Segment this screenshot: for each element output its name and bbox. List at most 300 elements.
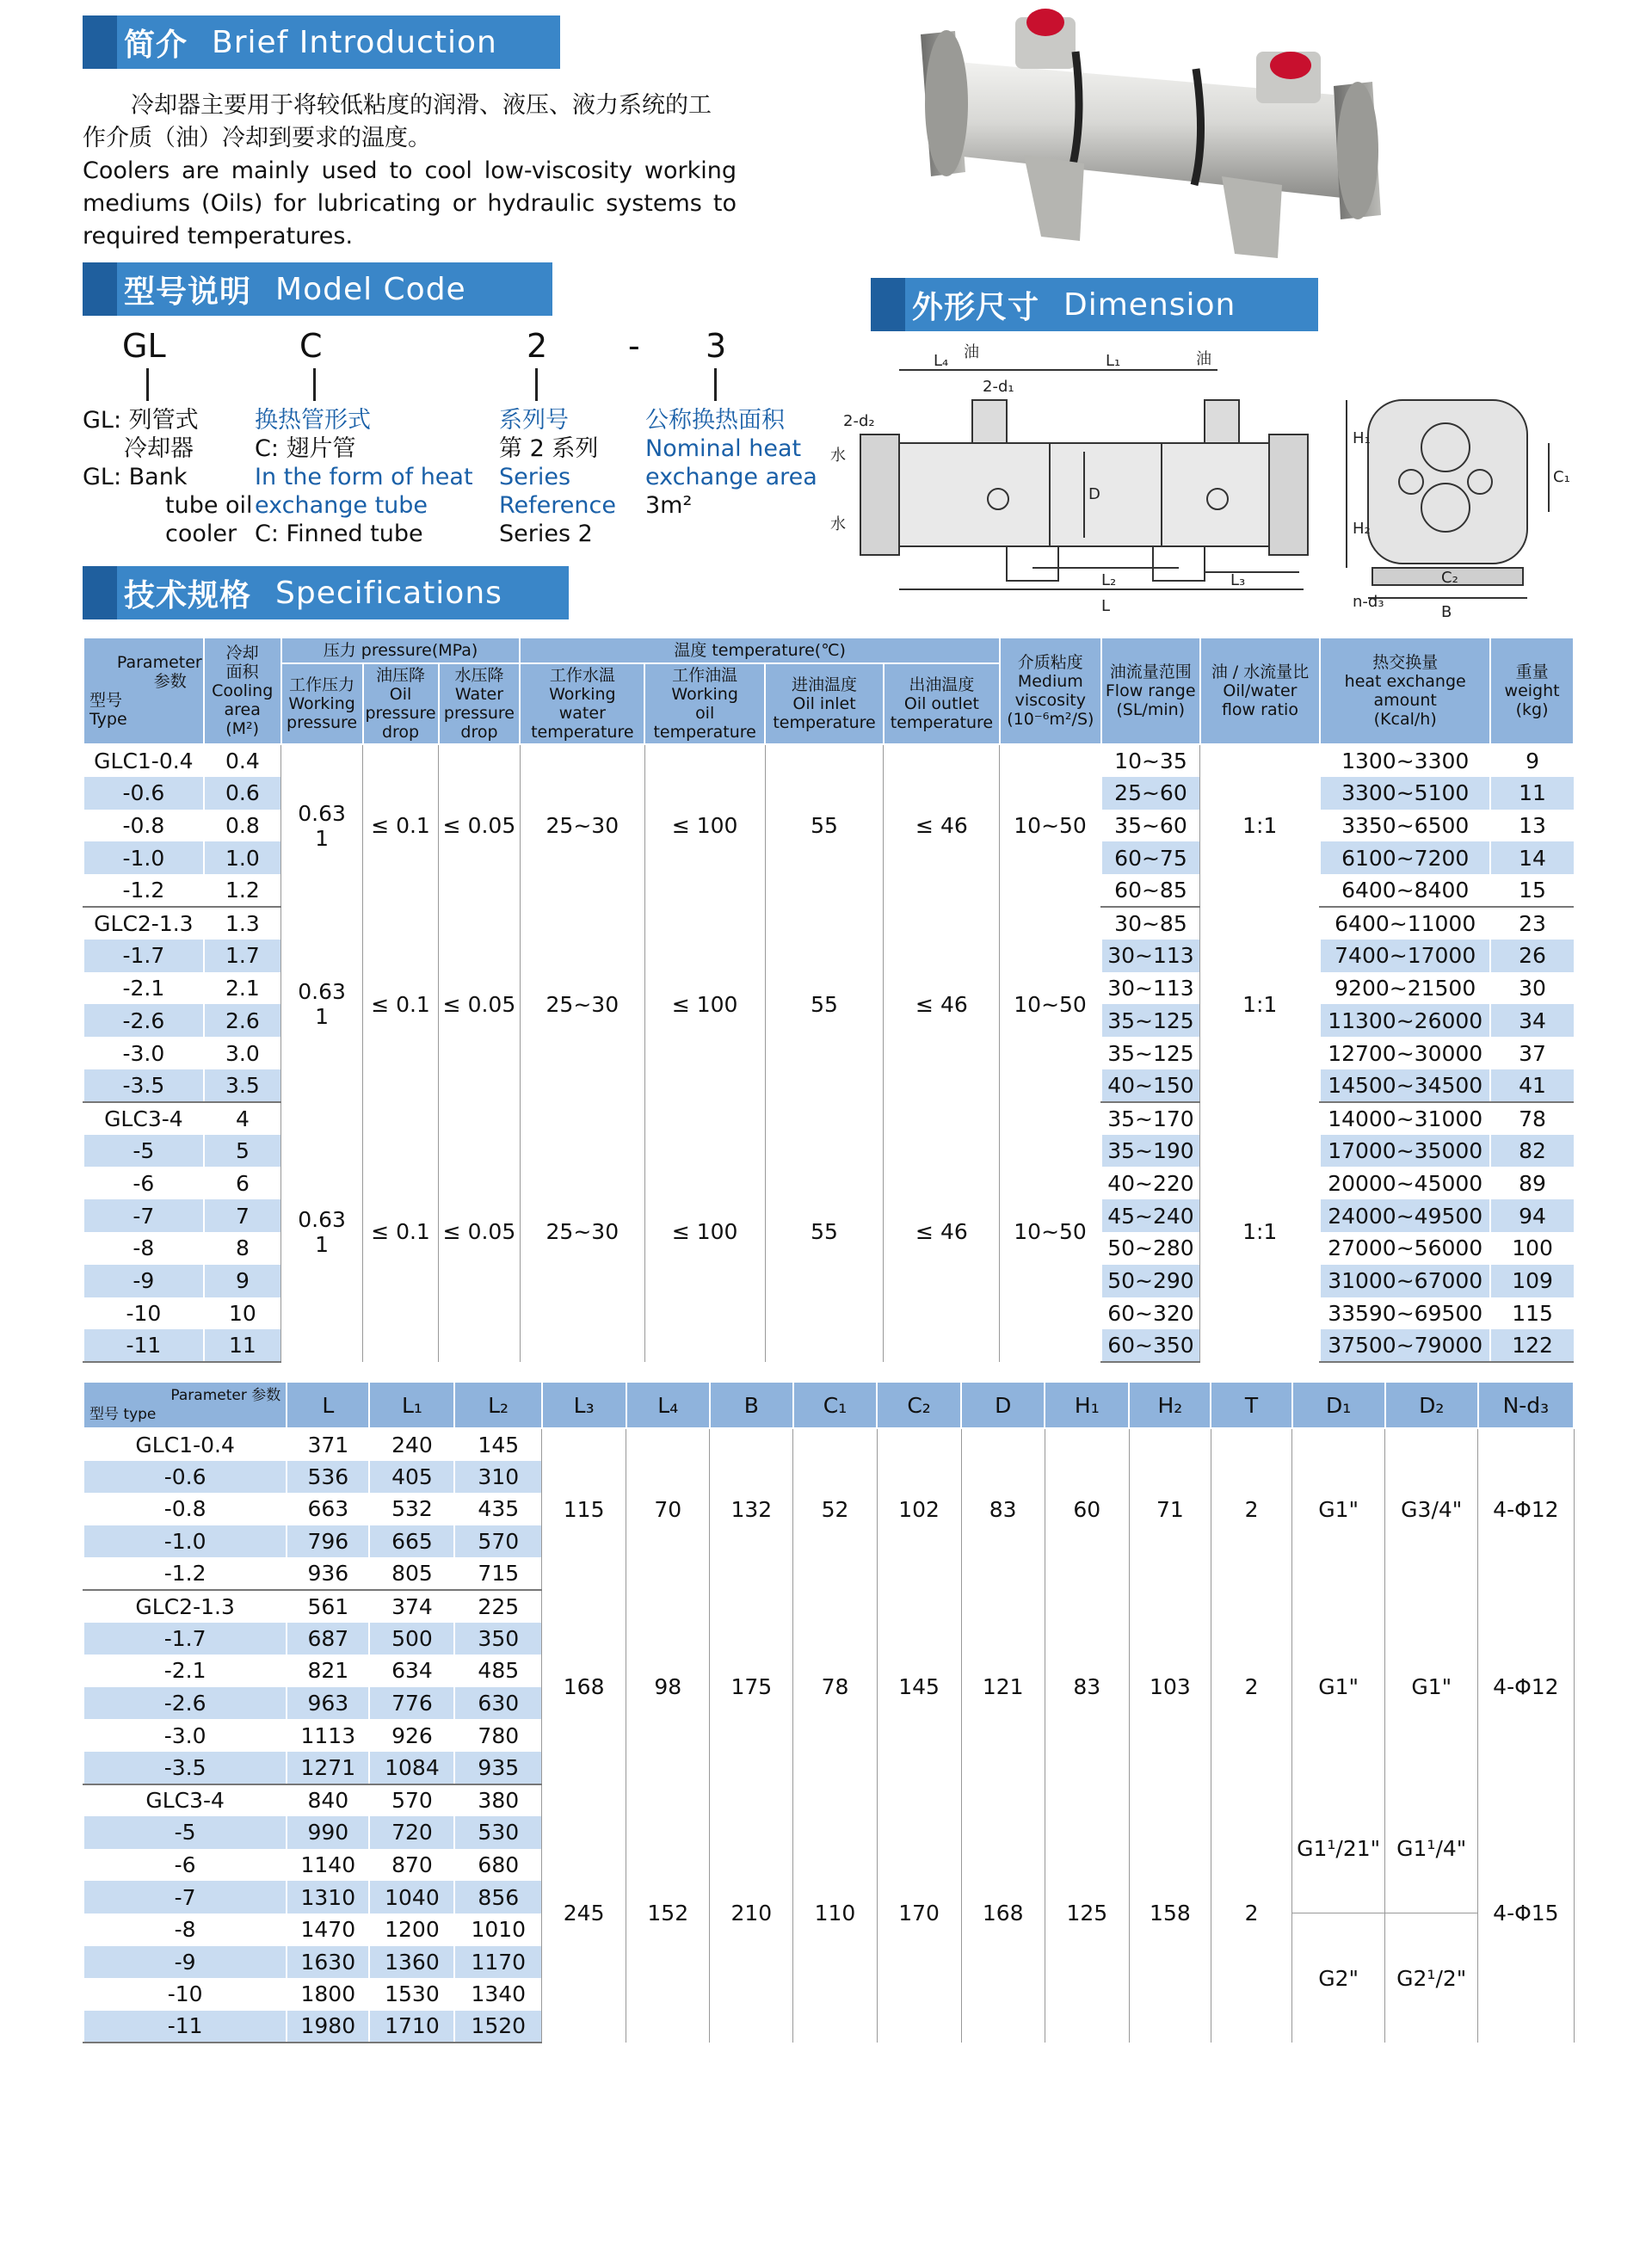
cell-heat: 6400~8400 xyxy=(1320,874,1490,907)
cell-ratio: 1:1 xyxy=(1200,1102,1321,1362)
cell-type: -8 xyxy=(83,1232,204,1265)
dim-header-col: D xyxy=(961,1382,1045,1428)
cell-type: -10 xyxy=(83,1978,287,2011)
col-line: 第 2 系列 xyxy=(499,435,599,462)
cell-oil-drop: ≤ 0.1 xyxy=(363,744,439,907)
cell-area: 1.0 xyxy=(204,841,281,874)
header-text: drop xyxy=(381,723,420,742)
header-pressure-group: 压力 pressure(MPa) xyxy=(281,638,521,663)
header-text: amount xyxy=(1373,691,1437,710)
header-text: Cooling xyxy=(212,681,274,700)
cell-weight: 15 xyxy=(1490,874,1574,907)
header-text: (10⁻⁶m²/S) xyxy=(1007,710,1094,729)
model-code-col3 xyxy=(499,406,616,548)
tick-line xyxy=(313,368,316,401)
cell-l2: 1010 xyxy=(454,1913,541,1946)
cell-l1: 665 xyxy=(369,1525,454,1558)
intro-en-line1: Coolers are mainly used to cool low-viscosity working xyxy=(83,157,737,184)
cell-area: 3.5 xyxy=(204,1069,281,1102)
header-param-type xyxy=(83,638,204,744)
cell-area: 8 xyxy=(204,1232,281,1265)
dim-header-col: L₄ xyxy=(626,1382,710,1428)
cell-visc: 10~50 xyxy=(1000,1102,1101,1362)
cell-t: 2 xyxy=(1211,1590,1291,1784)
cell-type: -2.1 xyxy=(83,972,204,1005)
cell-d2: G3/4" xyxy=(1385,1428,1478,1590)
cell-l2: 145 xyxy=(454,1428,541,1461)
drawing-label-l3: L₃ xyxy=(1230,571,1246,589)
cell-l2: 350 xyxy=(454,1623,541,1655)
cell-l3: 115 xyxy=(542,1428,626,1590)
header-text: 油 / 水流量比 xyxy=(1211,662,1310,681)
intro-cn-line1: 冷却器主要用于将较低粘度的润滑、液压、液力系统的工 xyxy=(131,92,712,119)
header-text: 工作水温 xyxy=(549,666,615,685)
cell-c2: 145 xyxy=(877,1590,961,1784)
cell-oil-in: 55 xyxy=(765,1102,884,1362)
pressure-line: 1 xyxy=(315,825,330,851)
cell-type: -6 xyxy=(83,1167,204,1199)
cell-l: 1630 xyxy=(287,1946,369,1979)
cell-type: -1.7 xyxy=(83,940,204,972)
drawing-label-l4: L₄ xyxy=(934,352,949,370)
cell-l3: 168 xyxy=(542,1590,626,1784)
cell-working-pressure xyxy=(281,744,363,907)
cell-type: -2.6 xyxy=(83,1004,204,1037)
cell-type: GLC3-4 xyxy=(83,1784,287,1817)
cell-type: -3.0 xyxy=(83,1037,204,1069)
cell-oil-drop: ≤ 0.1 xyxy=(363,1102,439,1362)
cell-weight: 11 xyxy=(1490,777,1574,810)
drawing-label-c1: C₁ xyxy=(1553,468,1570,486)
col-line: 3m² xyxy=(645,492,693,519)
header-text: Type xyxy=(89,710,127,729)
cell-area: 1.7 xyxy=(204,940,281,972)
cell-weight: 13 xyxy=(1490,810,1574,842)
header-text: Oil/water xyxy=(1223,681,1298,700)
cell-l1: 1530 xyxy=(369,1978,454,2011)
cell-b: 175 xyxy=(710,1590,793,1784)
dim-header-col: C₁ xyxy=(793,1382,877,1428)
cell-heat: 9200~21500 xyxy=(1320,972,1490,1005)
cell-flow: 10~35 xyxy=(1101,744,1200,777)
cell-area: 2.1 xyxy=(204,972,281,1005)
cell-d2: G1" xyxy=(1385,1590,1478,1784)
dim-row xyxy=(83,1590,1574,1623)
cell-type: -2.6 xyxy=(83,1687,287,1720)
drawing-label-nd3: n-d₃ xyxy=(1353,593,1384,611)
cell-l2: 630 xyxy=(454,1687,541,1720)
cell-heat: 31000~67000 xyxy=(1320,1265,1490,1297)
cell-l: 687 xyxy=(287,1623,369,1655)
header-text: temperature xyxy=(773,713,876,732)
header-text: flow ratio xyxy=(1221,700,1298,719)
cell-d2: G2¹/2" xyxy=(1385,1913,1478,2043)
cell-b: 132 xyxy=(710,1428,793,1590)
cell-heat: 11300~26000 xyxy=(1320,1004,1490,1037)
cell-l1: 1710 xyxy=(369,2011,454,2043)
cell-weight: 78 xyxy=(1490,1102,1574,1135)
spec-table-body xyxy=(83,744,1574,1362)
cell-l1: 1200 xyxy=(369,1913,454,1946)
cell-c2: 170 xyxy=(877,1784,961,2043)
cell-heat: 3300~5100 xyxy=(1320,777,1490,810)
cell-l4: 152 xyxy=(626,1784,710,2043)
header-oil-temp xyxy=(644,663,765,744)
header-text: temperature xyxy=(653,723,756,742)
cell-type: -1.2 xyxy=(83,1557,287,1590)
cell-d: 83 xyxy=(961,1428,1045,1590)
cell-flow: 40~150 xyxy=(1101,1069,1200,1102)
cell-water-temp: 25~30 xyxy=(520,907,644,1102)
cell-type: GLC1-0.4 xyxy=(83,1428,287,1461)
header-working-pressure xyxy=(281,663,363,744)
spec-row xyxy=(83,744,1574,777)
section-header-intro xyxy=(83,15,560,69)
cell-type: -1.0 xyxy=(83,1525,287,1558)
specifications-table xyxy=(83,637,1575,1363)
cell-ratio: 1:1 xyxy=(1200,907,1321,1102)
cell-area: 0.6 xyxy=(204,777,281,810)
cell-nd3: 4-Φ12 xyxy=(1478,1590,1574,1784)
cell-heat: 6100~7200 xyxy=(1320,841,1490,874)
header-text: 工作压力 xyxy=(289,675,355,694)
cell-heat: 17000~35000 xyxy=(1320,1135,1490,1168)
header-viscosity xyxy=(1000,638,1101,744)
cell-d: 121 xyxy=(961,1590,1045,1784)
cell-l: 840 xyxy=(287,1784,369,1817)
intro-en-line2: mediums (Oils) for lubricating or hydraulic systems to xyxy=(83,190,737,217)
cell-type: -0.6 xyxy=(83,777,204,810)
cell-l2: 530 xyxy=(454,1816,541,1849)
cell-type: -5 xyxy=(83,1816,287,1849)
dim-header-col: L₃ xyxy=(542,1382,626,1428)
dim-header-col: C₂ xyxy=(877,1382,961,1428)
cell-ratio: 1:1 xyxy=(1200,744,1321,907)
cell-heat: 37500~79000 xyxy=(1320,1329,1490,1362)
col-line: exchange area xyxy=(645,464,817,490)
cell-area: 9 xyxy=(204,1265,281,1297)
cell-type: -1.7 xyxy=(83,1623,287,1655)
header-area xyxy=(204,638,281,744)
cell-type: -11 xyxy=(83,1329,204,1362)
header-heat xyxy=(1320,638,1490,744)
header-text: Oil inlet xyxy=(792,694,856,713)
section-title-cn: 简介 xyxy=(124,27,188,63)
cell-heat: 20000~45000 xyxy=(1320,1167,1490,1199)
cell-heat: 7400~17000 xyxy=(1320,940,1490,972)
header-text: 油流量范围 xyxy=(1109,662,1192,681)
cell-weight: 37 xyxy=(1490,1037,1574,1069)
pressure-line: 0.63 xyxy=(298,979,346,1005)
header-text: drop xyxy=(460,723,498,742)
cell-area: 0.8 xyxy=(204,810,281,842)
cell-oil-out: ≤ 46 xyxy=(884,744,1000,907)
header-text: pressure xyxy=(365,704,436,723)
col-line: Reference xyxy=(499,492,616,519)
cell-l2: 1340 xyxy=(454,1978,541,2011)
pressure-line: 0.63 xyxy=(298,1206,346,1232)
cell-flow: 35~125 xyxy=(1101,1004,1200,1037)
drawing-label-h2: H₂ xyxy=(1353,520,1371,538)
cell-l2: 935 xyxy=(454,1752,541,1784)
drawing-label-h1: H₁ xyxy=(1353,429,1371,447)
cell-type: -1.2 xyxy=(83,874,204,907)
cell-l1: 720 xyxy=(369,1816,454,1849)
cell-d2: G1¹/4" xyxy=(1385,1784,1478,1913)
drawing-label-d1: 2-d₁ xyxy=(983,378,1014,396)
header-flow xyxy=(1101,638,1200,744)
cell-l: 1800 xyxy=(287,1978,369,2011)
model-code-col2 xyxy=(255,406,473,548)
cell-type: -11 xyxy=(83,2011,287,2043)
cell-l2: 310 xyxy=(454,1461,541,1494)
cell-type: GLC2-1.3 xyxy=(83,907,204,940)
cell-area: 0.4 xyxy=(204,744,281,777)
cell-weight: 109 xyxy=(1490,1265,1574,1297)
dim-header-col: B xyxy=(710,1382,793,1428)
header-text: weight xyxy=(1504,681,1560,700)
drawing-label-d: D xyxy=(1088,485,1100,503)
dim-header-col: H₁ xyxy=(1045,1382,1129,1428)
cell-weight: 94 xyxy=(1490,1199,1574,1232)
cell-area: 4 xyxy=(204,1102,281,1135)
cell-type: -7 xyxy=(83,1881,287,1913)
cell-weight: 82 xyxy=(1490,1135,1574,1168)
header-oil-outlet xyxy=(884,663,1000,744)
cell-oil-out: ≤ 46 xyxy=(884,907,1000,1102)
header-text: Parameter xyxy=(116,653,202,672)
cell-l1: 870 xyxy=(369,1849,454,1882)
dim-header-col: N-d₃ xyxy=(1478,1382,1574,1428)
drawing-label-oil: 油 xyxy=(964,343,979,361)
dim-header-col: H₂ xyxy=(1129,1382,1211,1428)
cell-type: -2.1 xyxy=(83,1655,287,1687)
cell-oil-temp: ≤ 100 xyxy=(644,744,765,907)
cell-l2: 856 xyxy=(454,1881,541,1913)
cell-flow: 35~170 xyxy=(1101,1102,1200,1135)
cell-area: 7 xyxy=(204,1199,281,1232)
cell-weight: 23 xyxy=(1490,907,1574,940)
cell-area: 3.0 xyxy=(204,1037,281,1069)
cell-type: -9 xyxy=(83,1265,204,1297)
dim-header-col: D₁ xyxy=(1292,1382,1385,1428)
drawing-label-c2: C₂ xyxy=(1441,569,1458,587)
cell-type: -3.0 xyxy=(83,1719,287,1752)
header-text: 参数 xyxy=(153,672,187,691)
header-text: 型号 xyxy=(89,691,123,710)
cell-l1: 240 xyxy=(369,1428,454,1461)
cell-h2: 71 xyxy=(1129,1428,1211,1590)
model-code-part xyxy=(299,329,323,364)
cell-l2: 380 xyxy=(454,1784,541,1817)
cell-h2: 158 xyxy=(1129,1784,1211,2043)
cell-weight: 14 xyxy=(1490,841,1574,874)
drawing-label-b: B xyxy=(1441,603,1452,621)
header-text: oil xyxy=(695,704,715,723)
cell-area: 5 xyxy=(204,1135,281,1168)
header-text: Working xyxy=(288,694,355,713)
model-code-c: C xyxy=(299,327,323,365)
cell-heat: 24000~49500 xyxy=(1320,1199,1490,1232)
section-title-en: Dimension xyxy=(1063,287,1236,323)
cell-flow: 35~125 xyxy=(1101,1037,1200,1069)
cell-l4: 70 xyxy=(626,1428,710,1590)
cell-l2: 715 xyxy=(454,1557,541,1590)
cell-flow: 40~220 xyxy=(1101,1167,1200,1199)
header-text: water xyxy=(558,704,606,723)
drawing-label-oil: 油 xyxy=(1196,350,1211,368)
cell-l4: 98 xyxy=(626,1590,710,1784)
cell-flow: 60~320 xyxy=(1101,1297,1200,1330)
cell-heat: 33590~69500 xyxy=(1320,1297,1490,1330)
cell-l2: 680 xyxy=(454,1849,541,1882)
section-title-cn: 外形尺寸 xyxy=(912,289,1040,325)
header-text: pressure xyxy=(443,704,515,723)
cell-d1: G1" xyxy=(1292,1590,1385,1784)
col-line: Series 2 xyxy=(499,521,593,547)
cell-l1: 805 xyxy=(369,1557,454,1590)
pressure-line: 0.63 xyxy=(298,800,346,826)
cell-d1: G1" xyxy=(1292,1428,1385,1590)
cell-flow: 30~113 xyxy=(1101,972,1200,1005)
cell-area: 10 xyxy=(204,1297,281,1330)
header-text: temperature xyxy=(531,723,634,742)
dimension-table xyxy=(83,1381,1575,2043)
header-text: 面积 xyxy=(225,662,259,681)
col-line: tube oil xyxy=(165,492,253,519)
dim-table-body xyxy=(83,1428,1574,2043)
col-line: In the form of heat xyxy=(255,464,473,490)
cell-l: 936 xyxy=(287,1557,369,1590)
cell-l1: 776 xyxy=(369,1687,454,1720)
cell-weight: 115 xyxy=(1490,1297,1574,1330)
cell-flow: 30~113 xyxy=(1101,940,1200,972)
header-text: heat exchange xyxy=(1344,672,1466,691)
cell-water-drop: ≤ 0.05 xyxy=(439,744,521,907)
cell-c1: 110 xyxy=(793,1784,877,2043)
dim-header-col: L₁ xyxy=(369,1382,454,1428)
cell-weight: 30 xyxy=(1490,972,1574,1005)
col-line: C: Finned tube xyxy=(255,521,423,547)
spec-row xyxy=(83,1102,1574,1135)
header-water-drop xyxy=(439,663,521,744)
model-code-part xyxy=(122,329,166,364)
cell-type: -3.5 xyxy=(83,1069,204,1102)
header-oil-drop xyxy=(363,663,439,744)
cell-heat: 6400~11000 xyxy=(1320,907,1490,940)
cell-flow: 45~240 xyxy=(1101,1199,1200,1232)
header-text: (M²) xyxy=(225,719,260,738)
cell-l1: 500 xyxy=(369,1623,454,1655)
cell-oil-temp: ≤ 100 xyxy=(644,1102,765,1362)
cell-heat: 12700~30000 xyxy=(1320,1037,1490,1069)
cell-weight: 89 xyxy=(1490,1167,1574,1199)
cell-type: -8 xyxy=(83,1913,287,1946)
col-line: GL: 列管式 xyxy=(83,407,199,434)
col-line: C: 翅片管 xyxy=(255,435,356,462)
dimension-drawing xyxy=(826,340,1618,624)
cell-h1: 125 xyxy=(1045,1784,1129,2043)
cell-t: 2 xyxy=(1211,1784,1291,2043)
header-text: (Kcal/h) xyxy=(1373,710,1437,729)
cell-oil-drop: ≤ 0.1 xyxy=(363,907,439,1102)
drawing-label-l2: L₂ xyxy=(1101,571,1117,589)
cell-l: 1271 xyxy=(287,1752,369,1784)
cell-l1: 570 xyxy=(369,1784,454,1817)
model-code-col4 xyxy=(645,406,817,520)
cell-area: 1.3 xyxy=(204,907,281,940)
cell-h1: 83 xyxy=(1045,1590,1129,1784)
intro-text xyxy=(83,89,737,253)
header-text: pressure xyxy=(287,713,358,732)
pressure-line: 1 xyxy=(315,1004,330,1030)
cell-l1: 926 xyxy=(369,1719,454,1752)
header-oil-inlet xyxy=(765,663,884,744)
cell-h2: 103 xyxy=(1129,1590,1211,1784)
cell-type: -7 xyxy=(83,1199,204,1232)
col-line: cooler xyxy=(165,521,237,547)
header-text: 水压降 xyxy=(454,666,504,685)
dim-header-col: T xyxy=(1211,1382,1291,1428)
cell-flow: 60~75 xyxy=(1101,841,1200,874)
dim-row xyxy=(83,1784,1574,1817)
cell-flow: 35~60 xyxy=(1101,810,1200,842)
section-header-specs xyxy=(83,566,569,619)
drawing-label-l1: L₁ xyxy=(1106,352,1121,370)
cell-l: 371 xyxy=(287,1428,369,1461)
cell-l: 1140 xyxy=(287,1849,369,1882)
section-title-en: Brief Introduction xyxy=(212,24,497,60)
model-code-part xyxy=(628,329,640,364)
header-text: temperature xyxy=(890,713,994,732)
cell-type: -0.6 xyxy=(83,1461,287,1494)
header-text: (SL/min) xyxy=(1116,700,1186,719)
cell-l: 990 xyxy=(287,1816,369,1849)
cell-heat: 14500~34500 xyxy=(1320,1069,1490,1102)
header-text: viscosity xyxy=(1014,691,1086,710)
cell-flow: 50~290 xyxy=(1101,1265,1200,1297)
cell-l2: 1520 xyxy=(454,2011,541,2043)
cell-l1: 1084 xyxy=(369,1752,454,1784)
model-code-gl: GL xyxy=(122,327,166,365)
header-text: Medium xyxy=(1017,672,1083,691)
cell-c1: 78 xyxy=(793,1590,877,1784)
cell-working-pressure xyxy=(281,907,363,1102)
header-text: Oil outlet xyxy=(903,694,979,713)
header-text: 介质粘度 xyxy=(1017,653,1083,672)
intro-en-line3: required temperatures. xyxy=(83,223,354,250)
header-text: 工作油温 xyxy=(672,666,738,685)
cell-weight: 26 xyxy=(1490,940,1574,972)
header-text: (kg) xyxy=(1515,700,1549,719)
dim-row xyxy=(83,1428,1574,1461)
cell-water-drop: ≤ 0.05 xyxy=(439,1102,521,1362)
drawing-label-water: 水 xyxy=(830,447,846,465)
section-title-cn: 型号说明 xyxy=(124,274,252,310)
dim-header-col: L₂ xyxy=(454,1382,541,1428)
cell-l: 1113 xyxy=(287,1719,369,1752)
cell-working-pressure xyxy=(281,1102,363,1362)
col-line: GL: Bank xyxy=(83,464,188,490)
cell-c2: 102 xyxy=(877,1428,961,1590)
col-line: Series xyxy=(499,464,571,490)
header-text: Water xyxy=(454,685,504,704)
model-code-col1 xyxy=(83,406,253,548)
cell-l2: 1170 xyxy=(454,1946,541,1979)
col-line: 冷却器 xyxy=(124,435,194,462)
section-title-en: Specifications xyxy=(275,575,502,611)
cell-type: -3.5 xyxy=(83,1752,287,1784)
